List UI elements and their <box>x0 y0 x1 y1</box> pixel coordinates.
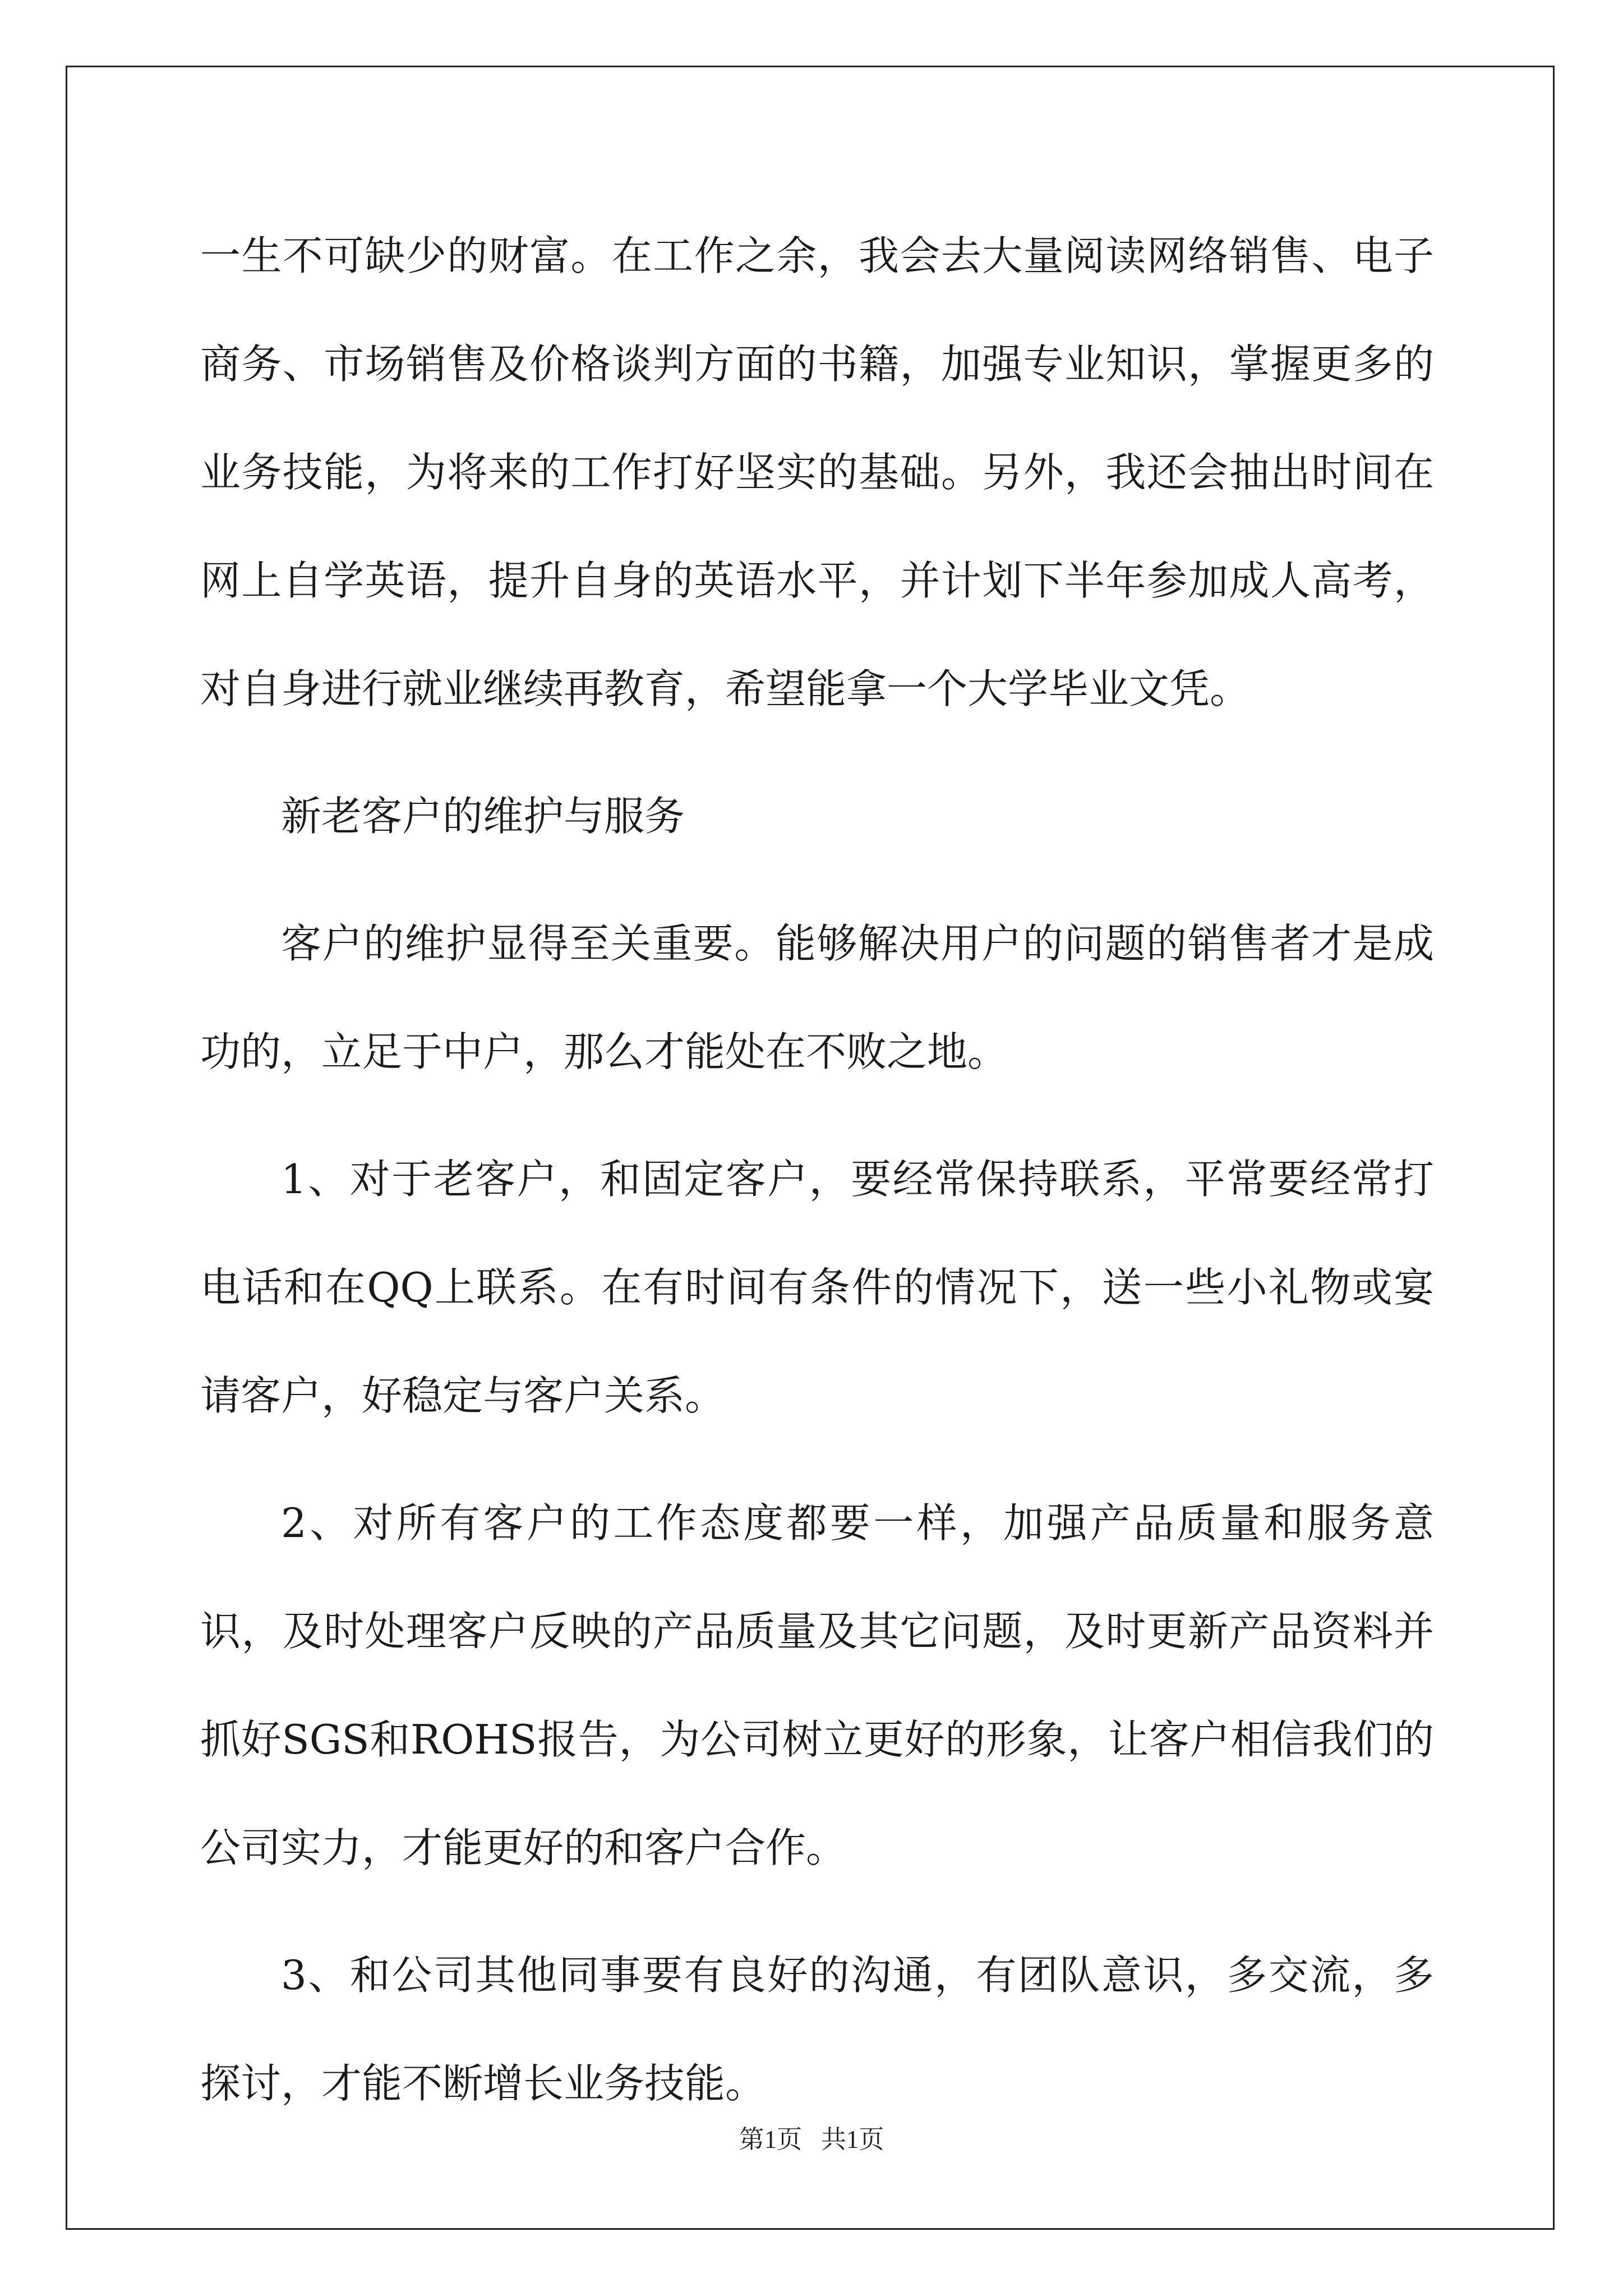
section-heading: 新老客户的维护与服务 <box>281 793 685 840</box>
paragraph-item-1: 1、对于老客户，和固定客户，要经常保持联系，平常要经常打电话和在QQ上联系。在有时间有条件的情况下，送一些小礼物或宴请客户，好稳定与客户关系。 <box>200 1156 1434 1419</box>
page-total: 共1页 <box>820 2125 884 2154</box>
paragraph-item-2: 2、对所有客户的工作态度都要一样，加强产品质量和服务意识，及时处理客户反映的产品质量及其它问题，及时更新产品资料并抓好SGS和ROHS报告，为公司树立更好的形象，让客户相信我们的公司实力，才能更好的和客户合作。 <box>200 1499 1434 1871</box>
page-number: 第1页 <box>739 2125 803 2154</box>
paragraph-client-maintenance: 客户的维护显得至关重要。能够解决用户的问题的销售者才是成功的，立足于中户，那么才能处在不败之地。 <box>200 920 1434 1075</box>
paragraph-continuation: 一生不可缺少的财富。在工作之余，我会去大量阅读网络销售、电子商务、市场销售及价格谈判方面的书籍，加强专业知识，掌握更多的业务技能，为将来的工作打好坚实的基础。另外，我还会抽出时间在网上自学英语，提升自身的英语水平，并计划下半年参加成人高考，对自身进行就业继续再教育，希望能拿一个大学毕业文凭。 <box>200 232 1434 712</box>
document-body <box>200 202 1434 2157</box>
paragraph-item-3: 3、和公司其他同事要有良好的沟通，有团队意识，多交流，多探讨，才能不断增长业务技能。 <box>200 1952 1434 2107</box>
page-footer <box>0 2124 1623 2155</box>
